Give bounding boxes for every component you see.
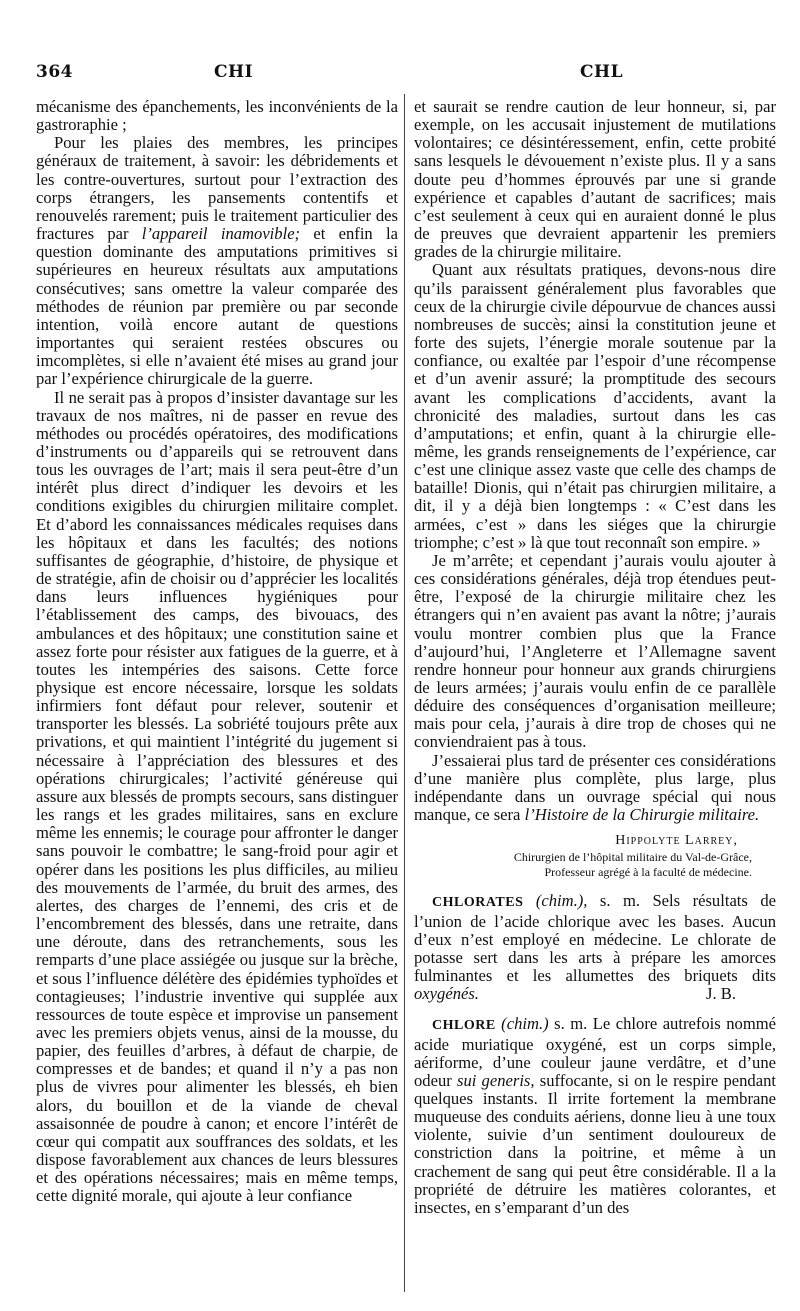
entry-category: (chim.) [495, 1014, 549, 1034]
paragraph [36, 134, 398, 388]
text-run: et enfin la question dominante des amputations primitives si supérieures en heureux résultats aux amputations consécutives; sans omettre la valeur comparée des méthodes de réunion par première ou par seconde intention, voilà encore autant de questions importantes qui seraient restées obscures ou imcomplètes, si elle n’avaient été mises au grand jour par l’expérience chirurgicale de la guerre. [36, 224, 398, 389]
running-head-right: CHL [580, 62, 624, 82]
emphasis: l’Histoire de la Chirurgie militaire. [524, 805, 760, 825]
paragraph [414, 752, 776, 825]
text-run: suffocante, si on le respire pendant quelques instants. Il irrite fortement la membrane muqueuse des conduits aériens, donne lieu à une toux violente, suivie d’un sentiment douloureux de constriction dans la poitrine, et même à un crachement de sang qui peut être considérable. Il a la propriété de détruire les matières colorantes, et insectes, en s’emparant d’un des [414, 1070, 776, 1217]
dictionary-entry [414, 1015, 776, 1217]
emphasis: l’appareil inamovible; [141, 224, 301, 244]
column-divider [404, 94, 405, 1292]
paragraph: et saurait se rendre caution de leur honneur, si, par exemple, on les accusait injustement de mutilations volontaires; ce désintéressement, enfin, cette probité sans lesquels le dévouement n’existe plus. Il y a sans doute peu d’hommes éprouvés par une si grande expérience et capables d’autant de sacrifices; mais c’est seulement à ceux qui en auraient donné le plus de preuves que devraient appartenir les premiers grades de la chirurgie militaire. [414, 97, 776, 262]
right-column [414, 98, 776, 1217]
paragraph: Il ne serait pas à propos d’insister davantage sur les travaux de nos maîtres, ni de passer en revue des méthodes ou procédés opératoires, des modifications d’instruments ou d’appareils qui se retrouvent dans tous les ouvrages de l’art; mais il sera peut-être d’un intérêt plus direct d’indiquer les devoirs et les conditions exigibles du chirurgien militaire complet. Et d’abord les connaissances médicales requises dans les hôpitaux et dans les facultés; des notions suffisantes de géographie, d’histoire, de physique et de stratégie, afin de choisir ou d’apprécier les localités dans leurs influences hygiéniques pour l’établissement des camps, des bivouacs, des ambulances et des hôpitaux; une constitution saine et assez forte pour résister aux fatigues de la guerre, et à toutes les intempéries des saisons. Cette force physique est encore nécessaire, lorsque les soldats infirmiers font défaut pour relever, soutenir et transporter les blessés. La sobriété toujours prête aux privations, et qui maintient l’intégrité du jugement si nécessaire à l’appréciation des blessures et des opérations chirurgicales; l’activité généreuse qui assure aux blessés de prompts secours, sans distinguer les rangs et les grades militaires, sans en exclure même les ennemis; le courage pour affronter le danger sans pouvoir le combattre; le sang-froid pour agir et opérer dans les positions les plus difficiles, au milieu des mouvements de l’armée, du bruit des armes, des alertes, des charges de l’ennemi, des cris et de l’encombrement des blessés, dans une retraite, dans une déroute, dans des retranchements, sous les remparts d’une place assiégée ou jusque sur la brèche, et sous l’influence délétère des épidémies typhoïdes et contagieuses; l’industrie inventive qui supplée aux ressources de toute espèce et improvise un pansement avec les premiers objets venus, ainsi de la mousse, du papier, des feuilles d’arbres, à défaut de charpie, de compresses et de bandes; et quand il n’y a pas non plus de vivres pour alimenter les blessés, eh bien alors, du bouillon et de la viande de cheval assaisonnée de poudre à canon; et encore l’intérêt de cœur qui compatit aux souffrances des soldats, et les dispose favorablement aux chances de leurs blessures et des opérations nécessaires; mais en même temps, cette dignité morale, qui ajoute à leur confiance [36, 387, 398, 1206]
text-run: s. m. Sels résultats de l’union de l’acide chlorique avec les bases. Aucun d’eux n’est employé en médecine. Le chlorate de potasse sert dans les arts à prépare les amorces fulminantes et les allumettes des briquets dits [414, 891, 776, 986]
text-run: Pour les plaies des membres, les principes généraux de traitement, à savoir: les débridements et les contre-ouvertures, surtout pour l’extraction des corps étrangers, les pansements contentifs et renouvelés rarement; puis le traitement particulier des fractures par [36, 133, 398, 244]
author-signature: Hippolyte Larrey, [615, 833, 738, 849]
left-column [36, 98, 398, 1206]
running-head-left: CHI [214, 62, 254, 82]
page-number: 364 [36, 62, 73, 82]
emphasis: oxygénés. [414, 984, 479, 1004]
dictionary-entry [414, 892, 776, 1003]
text-run: J’essaierai plus tard de présenter ces considérations d’une manière plus complète, plus large, plus indépendante dans un ouvrage spécial qui nous manque, ce sera [414, 750, 776, 825]
text-run: s. m. Le chlore autrefois nommé acide muriatique oxygéné, est un corps simple, aériforme, d’une couleur jaune verdâtre, et d’une odeur [414, 1014, 777, 1090]
entry-author: J. B. [706, 984, 736, 1004]
paragraph: Je m’arrête; et cependant j’aurais voulu ajouter à ces considérations générales, déjà trop étendues peut-être, l’exposé de la chirurgie militaire chez les étrangers qui n’en avaient pas avant la nôtre; j’aurais voulu montrer combien plus que la France d’aujourd’hui, l’Angleterre et l’Allemagne savent rendre honneur pour honneur aux grands chirurgiens de leurs armées; j’aurais voulu enfin de ce parallèle déduire des conséquences d’organisation meilleure; mais pour cela, j’aurais à dire trop de choses qui ne conviendraient pas à tous. [414, 550, 776, 752]
paragraph: Quant aux résultats pratiques, devons-nous dire qu’ils paraissent généralement plus favorables que ceux de la chirurgie civile dépourvue de chances aussi nombreuses de succès; ainsi la constitution jeune et forte des sujets, l’énergie morale soutenue par la confiance, ou exaltée par l’espoir d’une récompense et d’un avenir assuré; la promptitude des secours avant les complications d’accidents, avant la chronicité des maladies, surtout dans les cas d’amputations; et enfin, quant à la chirurgie elle-même, les grands renseignements de l’expérience, car c’est une clinique assez vaste que celle des champs de bataille! Dionis, qui n’était pas chirurgien militaire, a dit, il y a déjà bien longtemps : « C’est dans les armées, c’est » dans les siéges que la chirurgie triomphe; c’est » là que tout reconnaît son empire. » [414, 260, 776, 552]
emphasis: sui generis, [456, 1070, 535, 1090]
author-title-line: Chirurgien de l’hôpital militaire du Val-de-Grâce, [513, 850, 752, 865]
entry-headword: CHLORE [432, 1018, 496, 1034]
entry-category: (chim.), [523, 891, 588, 911]
paragraph: mécanisme des épanchements, les inconvénients de la gastroraphie ; [36, 97, 398, 135]
entry-headword: CHLORATES [432, 895, 524, 911]
author-title-line: Professeur agrégé à la faculté de médecine. [544, 865, 752, 880]
